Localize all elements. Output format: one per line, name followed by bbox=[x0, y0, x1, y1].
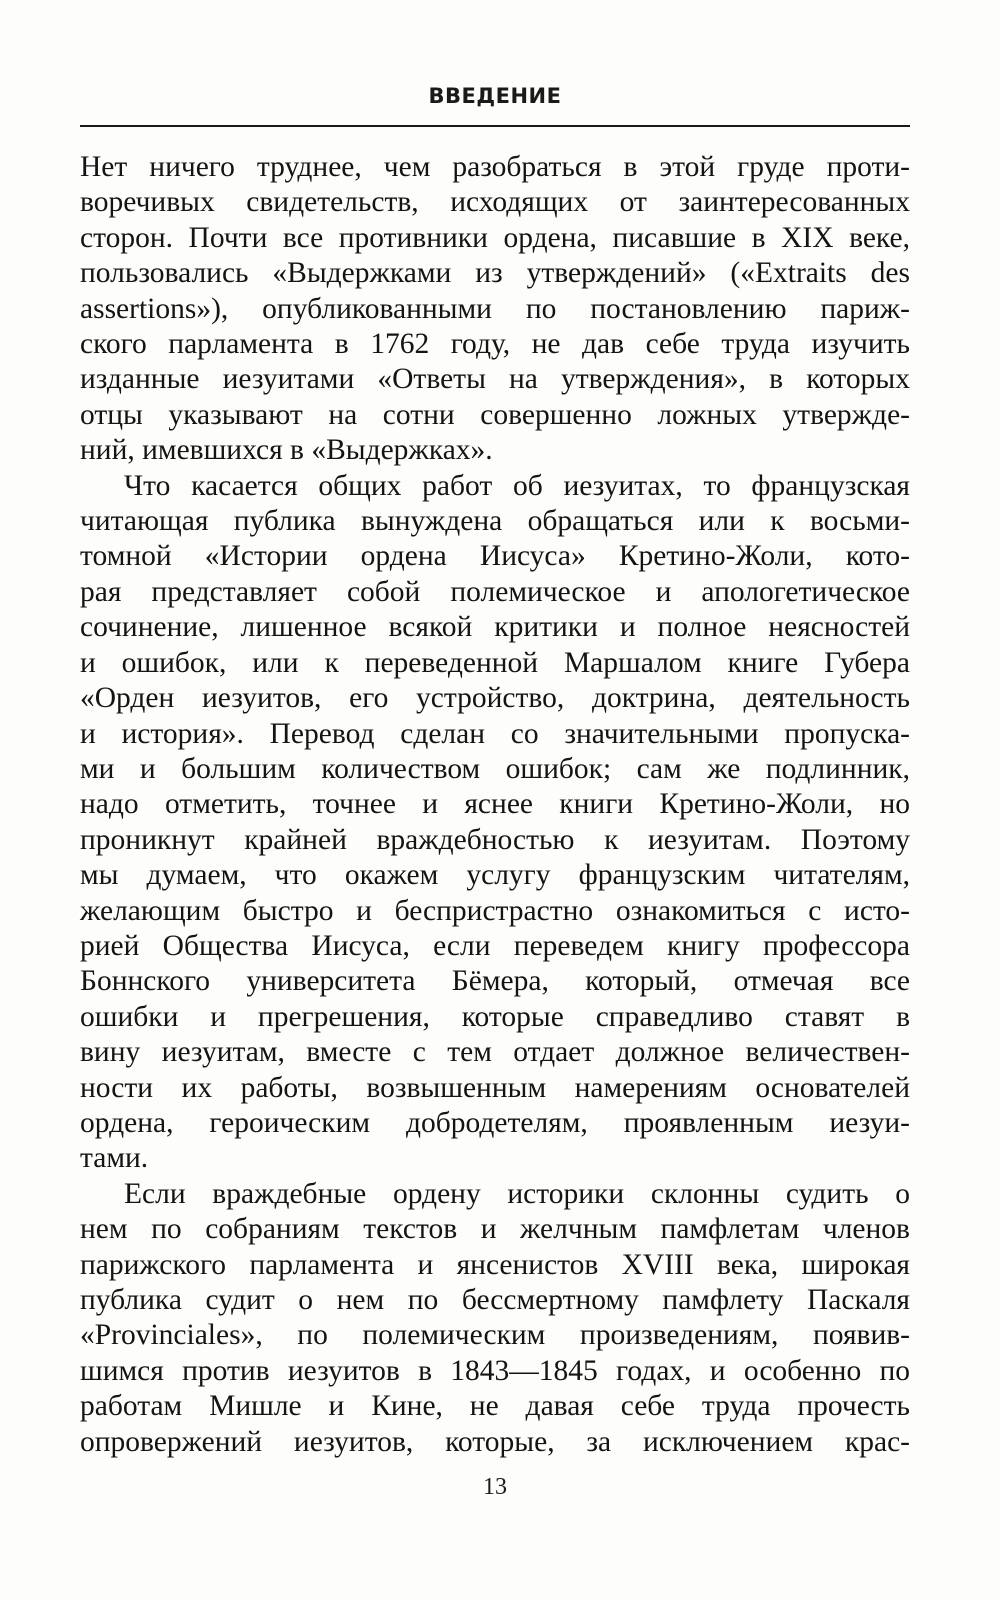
text-line: парижского парламента и янсенистов XVIII века, широкая bbox=[80, 1248, 910, 1281]
text-line: рая представляет собой полемическое и апологетическое bbox=[80, 575, 910, 608]
paragraph-2 bbox=[80, 469, 910, 1177]
text-line: ми и большим количеством ошибок; сам же подлинник, bbox=[80, 752, 910, 785]
text-line: ского парламента в 1762 году, не дав себе труда изучить bbox=[80, 328, 910, 361]
text-line: пользовались «Выдержками из утверждений» («Extraits des bbox=[80, 257, 910, 290]
text-line: нем по собраниям текстов и желчным памфлетам членов bbox=[80, 1213, 910, 1246]
text-line: публика судит о нем по бессмертному памфлету Паскаля bbox=[80, 1284, 910, 1316]
text-line: вину иезуитам, вместе с тем отдает должное величествен- bbox=[80, 1036, 910, 1069]
text-line: работам Мишле и Кине, не давая себе труда прочесть bbox=[80, 1390, 910, 1423]
text-line: читающая публика вынуждена обращаться или к восьми- bbox=[80, 505, 910, 538]
text-line: Боннского университета Бёмера, который, отмечая все bbox=[80, 965, 910, 998]
text-line: сторон. Почти все противники ордена, писавшие в XIX веке, bbox=[80, 221, 910, 254]
text-line: Если враждебные ордену историки склонны судить о bbox=[124, 1177, 910, 1210]
text-line: assertions»), опубликованными по постановлению париж- bbox=[80, 292, 910, 325]
text-line: ошибки и прегрешения, которые справедливо ставят в bbox=[80, 1000, 910, 1033]
text-line: шимся против иезуитов в 1843—1845 годах, и особенно по bbox=[80, 1354, 910, 1387]
header-rule bbox=[80, 125, 910, 127]
text-line: тами. bbox=[80, 1142, 149, 1175]
text-line: проникнут крайней враждебностью к иезуитам. Поэтому bbox=[80, 823, 910, 856]
page-body-text bbox=[80, 150, 910, 1460]
text-line: надо отметить, точнее и яснее книги Кретино-Жоли, но bbox=[80, 788, 910, 821]
text-line: и история». Перевод сделан со значительными пропуска- bbox=[80, 717, 910, 750]
text-line: ности их работы, возвышенным намерениям основателей bbox=[80, 1071, 910, 1104]
text-line: отцы указывают на сотни совершенно ложных утвержде- bbox=[80, 398, 910, 431]
text-line: воречивых свидетельств, исходящих от заинтересованных bbox=[80, 186, 910, 219]
text-line: и ошибок, или к переведенной Маршалом книге Губера bbox=[80, 646, 910, 679]
paragraph-3 bbox=[80, 1177, 910, 1460]
text-line: опровержений иезуитов, которые, за исключением крас- bbox=[80, 1425, 910, 1458]
page-number: 13 bbox=[483, 1474, 507, 1500]
text-line: Нет ничего труднее, чем разобраться в этой груде проти- bbox=[80, 151, 910, 183]
text-line: изданные иезуитами «Ответы на утверждения», в которых bbox=[80, 363, 910, 396]
text-line: томной «Истории ордена Иисуса» Кретино-Жоли, кото- bbox=[80, 540, 910, 573]
text-line: «Орден иезуитов, его устройство, доктрина, деятельность bbox=[80, 682, 910, 715]
text-line: «Provinciales», по полемическим произведениям, появив- bbox=[80, 1319, 910, 1352]
text-line: желающим быстро и беспристрастно ознакомиться с исто- bbox=[80, 894, 910, 927]
text-line: Что касается общих работ об иезуитах, то французская bbox=[124, 469, 910, 502]
paragraph-1 bbox=[80, 150, 910, 469]
text-line: мы думаем, что окажем услугу французским читателям, bbox=[80, 859, 910, 892]
text-line: сочинение, лишенное всякой критики и полное неясностей bbox=[80, 611, 910, 644]
text-line: рией Общества Иисуса, если переведем книгу профессора bbox=[80, 929, 910, 962]
text-line: ний, имевшихся в «Выдержках». bbox=[80, 434, 493, 467]
text-line: ордена, героическим добродетелям, проявленным иезуи- bbox=[80, 1106, 910, 1139]
running-head-title: ВВЕДЕНИЕ bbox=[428, 84, 562, 108]
